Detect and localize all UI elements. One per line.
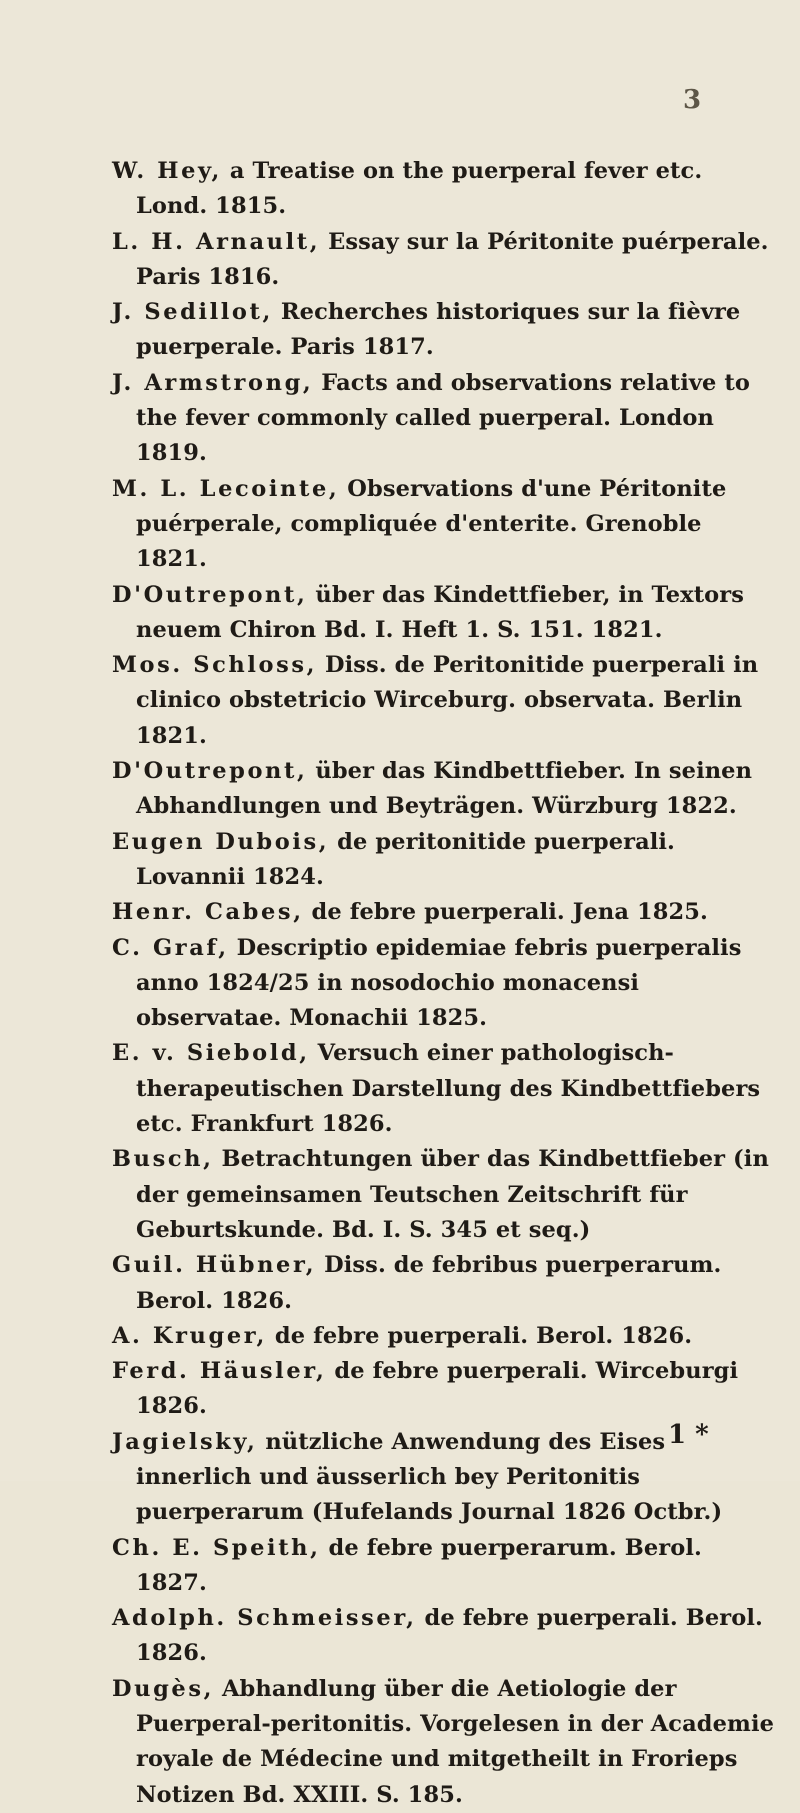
bibliography-entry bbox=[112, 225, 776, 296]
entry-author: Henr. Cabes, bbox=[112, 899, 304, 926]
entry-text: de peritonitide puerperali. Lovannii 1824. bbox=[136, 828, 675, 890]
entry-author: Busch, bbox=[112, 1146, 214, 1173]
bibliography-entry bbox=[112, 1142, 776, 1248]
entry-text: über das Kindbettfieber. In seinen Abhandlungen und Beyträgen. Würzburg 1822. bbox=[136, 758, 753, 820]
entry-text: Facts and observations relative to the fever commonly called puerperal. London 1819. bbox=[136, 369, 750, 467]
entry-author: Dugès, bbox=[112, 1675, 215, 1702]
entry-text: de febre puerperali. Jena 1825. bbox=[303, 899, 708, 926]
entry-author: D'Outrepont, bbox=[112, 758, 308, 785]
entry-text: de febre puerperali. Berol. 1826. bbox=[136, 1605, 763, 1667]
bibliography-list bbox=[112, 154, 776, 1813]
entry-author: Jagielsky, bbox=[112, 1428, 258, 1455]
entry-text: nützliche Anwendung des Eises innerlich und äusserlich bey Peritonitis puerperarum (Hufelands Journal 1826 Octbr.) bbox=[136, 1428, 723, 1526]
entry-author: Adolph. Schmeisser, bbox=[112, 1605, 417, 1632]
entry-text: Observations d'une Péritonite puérperale, compliquée d'enterite. Grenoble 1821. bbox=[136, 475, 727, 573]
entry-author: E. v. Siebold, bbox=[112, 1040, 310, 1067]
entry-text: de febre puerperali. Berol. 1826. bbox=[267, 1322, 693, 1349]
entry-author: D'Outrepont, bbox=[112, 581, 308, 608]
entry-text: a Treatise on the puerperal fever etc. Lond. 1815. bbox=[136, 158, 703, 220]
entry-text: über das Kindettfieber, in Textors neuem Chiron Bd. I. Heft 1. S. 151. 1821. bbox=[136, 581, 745, 643]
entry-text: de febre puerperarum. Berol. 1827. bbox=[136, 1534, 702, 1596]
entry-author: J. Armstrong, bbox=[112, 369, 314, 396]
bibliography-entry bbox=[112, 825, 776, 896]
entry-author: M. L. Lecointe, bbox=[112, 475, 340, 502]
bibliography-entry bbox=[112, 1672, 776, 1813]
bibliography-entry bbox=[112, 754, 776, 825]
bibliography-entry bbox=[112, 1531, 776, 1602]
entry-text: Recherches historiques sur la fièvre puerperale. Paris 1817. bbox=[136, 299, 741, 361]
entry-author: C. Graf, bbox=[112, 934, 229, 961]
bibliography-entry bbox=[112, 1601, 776, 1672]
bibliography-entry bbox=[112, 931, 776, 1037]
entry-author: Guil. Hübner, bbox=[112, 1252, 317, 1279]
bibliography-entry bbox=[112, 895, 776, 930]
bibliography-entry bbox=[112, 1319, 776, 1354]
entry-text: Versuch einer pathologisch-therapeutischen Darstellung des Kindbettfiebers etc. Frankfurt 1826. bbox=[136, 1040, 761, 1138]
bibliography-entry bbox=[112, 1354, 776, 1425]
entry-text: Diss. de Peritonitide puerperali in clinico obstetricio Wirceburg. observata. Berlin 1821. bbox=[136, 652, 759, 749]
page-marker: 3 bbox=[683, 85, 702, 115]
entry-author: Ferd. Häusler, bbox=[112, 1358, 327, 1385]
entry-author: L. H. Arnault, bbox=[112, 228, 321, 255]
bibliography-entry bbox=[112, 578, 776, 649]
entry-author: Mos. Schloss, bbox=[112, 652, 318, 679]
entry-text: Essay sur la Péritonite puérperale. Paris 1816. bbox=[136, 228, 769, 290]
entry-author: Eugen Dubois, bbox=[112, 828, 330, 855]
bibliography-entry bbox=[112, 295, 776, 366]
entry-text: Diss. de febribus puerperarum. Berol. 1826. bbox=[136, 1252, 722, 1314]
bibliography-entry bbox=[112, 154, 776, 225]
entry-author: Ch. E. Speith, bbox=[112, 1534, 321, 1561]
bibliography-entry bbox=[112, 472, 776, 578]
entry-text: Abhandlung über die Aetiologie der Puerperal-peritonitis. Vorgelesen in der Academie royale de Médecine und mitgetheilt in Frorieps Notizen Bd. XXIII. S. 185. bbox=[136, 1675, 775, 1808]
entry-text: de febre puerperali. Wirceburgi 1826. bbox=[136, 1358, 739, 1420]
bibliography-entry bbox=[112, 648, 776, 754]
bibliography-entry bbox=[112, 1036, 776, 1142]
entry-text: Betrachtungen über das Kindbettfieber (in der gemeinsamen Teutschen Zeitschrift für Geburtskunde. Bd. I. S. 345 et seq.) bbox=[136, 1146, 769, 1243]
bibliography-entry bbox=[112, 366, 776, 472]
bibliography-entry bbox=[112, 1248, 776, 1319]
entry-author: A. Kruger, bbox=[112, 1322, 267, 1349]
signature-mark: 1 * bbox=[668, 1420, 709, 1450]
entry-author: J. Sedillot, bbox=[112, 299, 273, 326]
entry-author: W. Hey, bbox=[112, 158, 222, 184]
entry-text: Descriptio epidemiae febris puerperalis anno 1824/25 in nosodochio monacensi observatae. Monachii 1825. bbox=[136, 934, 742, 1032]
